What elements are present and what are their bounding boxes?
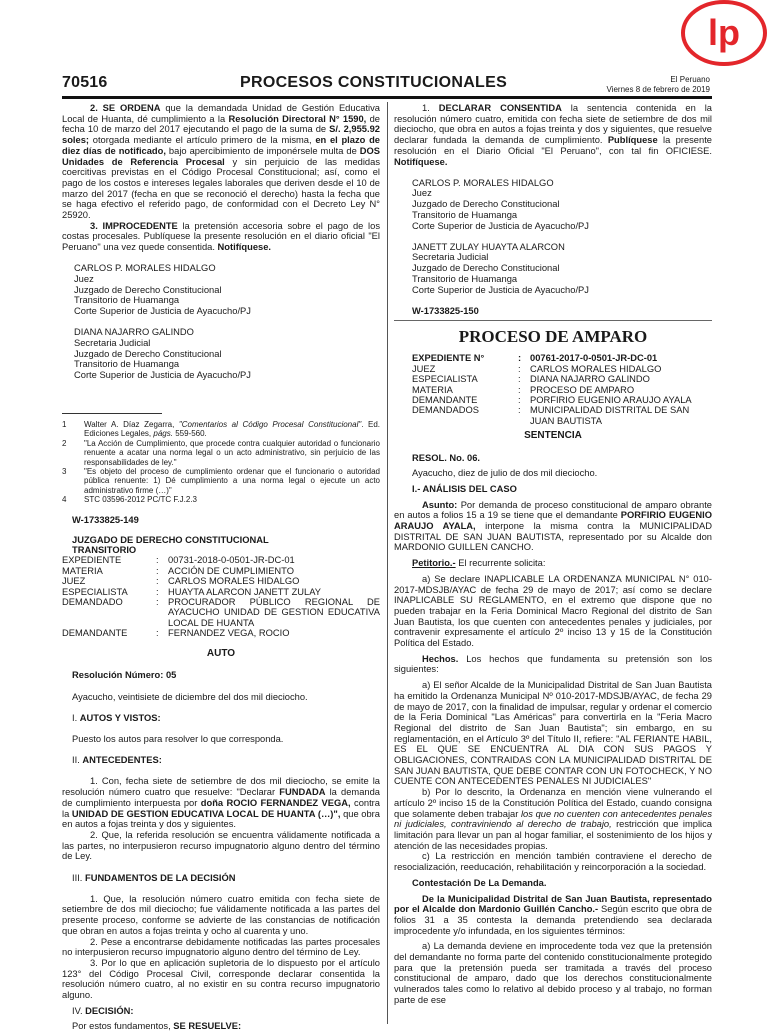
inline-text: contra la: [62, 797, 380, 819]
case-row: MATERIA : ACCIÓN DE CUMPLIMIENTO: [62, 566, 380, 576]
resolution-date: Ayacucho, diez de julio de dos mil dieciocho.: [412, 468, 598, 479]
case-value: PORFIRIO EUGENIO ARAUJO AYALA: [530, 395, 692, 406]
auto-heading: AUTO: [206, 648, 236, 660]
court-name-line: TRANSITORIO: [72, 544, 137, 555]
signature-line: Secretaria Judicial: [74, 338, 151, 349]
case-row: DEMANDADOS : MUNICIPALIDAD DISTRITAL DE SAN JUAN BAUTISTA: [412, 405, 712, 426]
section-number: III.: [72, 872, 85, 883]
case-value: CARLOS MORALES HIDALGO: [168, 576, 300, 587]
footnote-text: STC 03596-2012 PC/TC F.J.2.3: [84, 495, 197, 505]
inline-text: que la demandada Unidad de Gestión Educativa Local de Huanta, dé cumplimiento a la: [62, 103, 380, 124]
inline-text: 1. Con, fecha siete de setiembre de dos mil dieciocho, se emite la resolución número cuatro que resuelve: "Declarar: [62, 776, 380, 798]
proceso-amparo-title: PROCESO DE AMPARO: [394, 320, 712, 348]
hechos-line: [394, 654, 712, 675]
inline-bold: Petitorio.-: [412, 558, 456, 569]
resuelve-line: [62, 1021, 380, 1032]
section-title: ANTECEDENTES:: [82, 755, 162, 766]
footnote-text: [84, 420, 380, 439]
hecho-item: [394, 787, 712, 851]
inline-bold: SE RESUELVE:: [173, 1021, 242, 1032]
asunto-paragraph: [394, 500, 712, 554]
case-value: MUNICIPALIDAD DISTRITAL DE SAN JUAN BAUTISTA: [530, 405, 690, 426]
signature-line: Corte Superior de Justicia de Ayacucho/PJ: [74, 370, 251, 381]
section-title: DECISIÓN:: [85, 1005, 134, 1016]
footnote: [62, 420, 380, 439]
case-value: 00761-2017-0-0501-JR-DC-01: [530, 353, 658, 364]
case-value: HUAYTA ALARCON JANETT ZULAY: [168, 586, 321, 597]
case-key: EXPEDIENTE: [62, 555, 122, 566]
case-value: 00731-2018-0-0501-JR-DC-01: [168, 555, 295, 566]
footnote-number: 2: [62, 438, 67, 448]
case-key: JUEZ: [412, 363, 436, 374]
resolution-date: Ayacucho, veintisiete de diciembre del dos mil dieciocho.: [72, 691, 308, 702]
inline-italic: los que no cuenten con antecedentes penales ni judiciales, contraviniendo al derecho de trabajo,: [394, 808, 712, 830]
ordena-paragraph: [62, 103, 380, 221]
case-key: ESPECIALISTA: [412, 374, 478, 385]
inline-bold: FUNDADA: [279, 787, 326, 798]
inline-text: Según escrito que obra de folios 31 a 35 contesta la demanda pretendiendo sea declarada improcedente y/o infundada, en los siguientes términos:: [394, 904, 712, 936]
section-number: I.: [72, 712, 80, 723]
resolution-number: RESOL. No. 06.: [412, 452, 481, 463]
inline-bold: DECLARAR CONSENTIDA: [438, 103, 562, 113]
analysis-heading: I.- ANÁLISIS DEL CASO: [412, 483, 517, 494]
case-key: ESPECIALISTA: [62, 586, 128, 597]
signature-line: DIANA NAJARRO GALINDO: [74, 327, 194, 338]
inline-text: 1.: [422, 103, 439, 113]
court-name-line: JUZGADO DE DERECHO CONSTITUCIONAL: [72, 535, 269, 546]
inline-text: Por demanda de proceso constitucional de amparo obrante en autos a folios 15 a 19 se tiene que el demandante: [394, 499, 712, 521]
footnote-rule: [62, 413, 162, 414]
inline-bold: PORFIRIO EUGENIO ARAUJO AYALA,: [394, 510, 713, 532]
case-key: MATERIA: [62, 565, 103, 576]
section-heading: [62, 1006, 380, 1017]
publication-name: El Peruano: [670, 75, 710, 84]
inline-text: y sin perjuicio de las medidas coercitivas previstas en el Código Procesal Constitucional; así, como el pago de los costos e intereses legales laborales que deriven desde el 10 de marzo del 2017 (fecha en que se reconoció el derecho) hasta la fecha que se haga efectivo el referido pago, de conformidad con el Decreto Ley N° 25920.: [62, 156, 380, 221]
inline-bold: Publíquese: [607, 135, 658, 146]
inline-text: Los hechos que fundamenta su pretensión son los siguientes:: [394, 653, 712, 675]
case-key: MATERIA: [412, 384, 453, 395]
publication-code: W-1733825-149: [72, 515, 139, 526]
header-meta: [607, 75, 710, 95]
signature-judge: [394, 178, 712, 232]
hecho-item: c) La restricción en mención también contraviene el derecho de resocialización, reeducación, rehabilitación y reincorporación a la sociedad.: [394, 851, 712, 873]
footnote: [62, 495, 380, 504]
section-heading: [62, 713, 380, 724]
inline-bold: en el plazo de diez días de notificado,: [62, 135, 380, 156]
inline-text: la demanda de cumplimiento interpuesta por: [62, 787, 380, 808]
signature-line: Transitorio de Huamanga: [412, 209, 518, 220]
inline-text: la pretensión accesoria sobre el pago de los costas procesales. Publíquese la presente resolución en el diario oficial "El Peruano" una vez quede consentida.: [62, 220, 380, 253]
vistos-text: Puesto los autos para resolver lo que corresponda.: [72, 733, 284, 744]
hecho-item: a) El señor Alcalde de la Municipalidad Distrital de San Juan Bautista ha emitido la Ordenanza Municipal Nº 010-2017-MDSJB/AYAC, de fecha 29 de mayo de 2017, con la finalidad de impulsar, regular y ordenar el comercio de la Feria Dominical "Las Américas" para convertirla en la "Feria Macro Regional del distrito de San Juan Bautista"; sin embargo, en su reglamentación, en el Artículo 3º del Título II, refiere: "AL FERIANTE HABIL, ES EL QUE SE ENCUENTRA AL DIA CON SUS PAGOS Y OBLIGACIONES, CONTRAIDAS CON LA MUNICIPALIDAD DISTRITAL DE SAN JUAN BAUTISTA, QUE DEBE CONTAR CON UN FOTOCHECK, Y NO CUENTE CON ANTECEDENTES PENALES NI JUDICIALES": [394, 680, 712, 787]
consentida-paragraph: [394, 103, 712, 167]
case-row: DEMANDANTE : PORFIRIO EUGENIO ARAUJO AYALA: [412, 395, 712, 405]
case-key: DEMANDADO: [62, 597, 123, 608]
inline-bold: Hechos.: [422, 653, 459, 664]
publication-code: W-1733825-150: [412, 305, 479, 316]
signature-line: Corte Superior de Justicia de Ayacucho/PJ: [412, 220, 589, 231]
case-key: JUEZ: [62, 576, 86, 587]
footnote-text: "Es objeto del proceso de cumplimiento ordenar que el funcionario o autoridad pública renuente: 1) Dé cumplimiento a una norma legal o ejecute un acto administrativo firme (…)": [84, 466, 380, 495]
inline-text: b) Por lo descrito, la Ordenanza en mención viene vulnerando el artículo 2º inciso 15 de la Constitución Política del Estado, cuando consigna que solamente deben trabajar: [394, 787, 712, 819]
inline-bold: De la Municipalidad Distrital de San Juan Bautista, representado por el Alcalde don Mardonio Guillén Cancho.-: [394, 893, 712, 915]
signature-line: JANETT ZULAY HUAYTA ALARCON: [412, 241, 565, 252]
fundamento-paragraph: 1. Que, la resolución número cuatro emitida con fecha siete de setiembre de dos mil dieciocho; fue válidamente notificada a las partes del presente proceso, conforme se advierte de las constancias de notificación que obran en autos a fojas treinta y ocho al cuarenta y uno.: [62, 893, 380, 936]
inline-text: restricción que implica limitación para llevar un pan al hogar familiar, el sostenimiento de los hijos y atención de las necesidades propias.: [394, 819, 712, 851]
inline-italic: págs.: [153, 429, 173, 439]
signature-line: CARLOS P. MORALES HIDALGO: [412, 177, 554, 188]
footnote-number: 1: [62, 419, 67, 429]
signature-line: Juez: [74, 274, 94, 285]
case-row: EXPEDIENTE : 00731-2018-0-0501-JR-DC-01: [62, 555, 380, 565]
section-title: AUTOS Y VISTOS:: [79, 712, 161, 723]
petitorio-line: [394, 558, 712, 569]
inline-bold: Resolución Directoral N° 1590,: [228, 113, 367, 124]
inline-text: la presente resolución en el Diario Oficial "El Peruano", con tal fin OFICIESE.: [394, 135, 712, 156]
publication-date: Viernes 8 de febrero de 2019: [606, 85, 710, 94]
case-value: DIANA NAJARRO GALINDO: [530, 374, 650, 385]
inline-text: El recurrente solicita:: [455, 558, 546, 569]
section-title: FUNDAMENTOS DE LA DECISIÓN: [84, 872, 236, 883]
case-row: JUEZ : CARLOS MORALES HIDALGO: [62, 576, 380, 586]
footnote-number: 4: [62, 495, 67, 505]
header-rule: [62, 96, 712, 99]
left-column: [62, 103, 380, 1032]
case-key: EXPEDIENTE N°: [412, 353, 485, 364]
signature-line: Transitorio de Huamanga: [74, 295, 180, 306]
case-value: PROCURADOR PÚBLICO REGIONAL DE AYACUCHO UNIDAD DE GESTION EDUCATIVA LOCAL DE HUANTA: [168, 597, 380, 628]
signature-line: Transitorio de Huamanga: [74, 359, 180, 370]
logo-text: lp: [708, 12, 740, 53]
inline-text: interpone la misma contra la MUNICIPALIDAD DISTRITAL DE SAN JUAN BAUTISTA, representado por su Alcalde don MARDONIO GUILLEN CANCHO.: [394, 521, 712, 553]
signature-line: CARLOS P. MORALES HIDALGO: [74, 263, 216, 274]
resolution-number: Resolución Número: 05: [72, 670, 177, 681]
section-number: II.: [72, 755, 83, 766]
footnotes: [62, 420, 380, 505]
inline-bold: 2. SE ORDENA: [90, 103, 161, 113]
improcedente-paragraph: [62, 221, 380, 253]
inline-text: . Ed. Ediciones Legales,: [84, 419, 381, 439]
signature-judge: [62, 263, 380, 317]
footnote-text: "La Acción de Cumplimiento, que procede contra cualquier autoridad o funcionario renuente a acatar una norma legal o un acto administrativo, sin perjuicio de las responsabilidades de ley.": [84, 438, 380, 467]
column-divider: [387, 102, 388, 1024]
inline-bold: Notifíquese.: [394, 156, 448, 167]
signature-secretary: [394, 242, 712, 296]
court-name: [62, 536, 380, 555]
contestacion-paragraph: [394, 894, 712, 937]
case-details-table: [62, 555, 380, 638]
inline-bold: DOS Unidades de Referencia Procesal: [62, 145, 381, 167]
fundamento-paragraph: 3. Por lo que en aplicación supletoria de lo dispuesto por el artículo 123° del Código Procesal Civil, corresponde declarar consentida la resolución número cuatro, al no existir en su contra recurso impugnatorio alguno.: [62, 957, 380, 1001]
signature-secretary: [62, 327, 380, 381]
signature-line: Juez: [412, 188, 432, 199]
case-key: DEMANDANTE: [62, 628, 128, 639]
right-column: [394, 103, 712, 1006]
antecedent-paragraph: 2. Que, la referida resolución se encuentra válidamente notificada a las partes, no interpusieron recurso impugnatorio alguno dentro del término de Ley.: [62, 829, 380, 862]
inline-text: otorgada mediante el artículo primero de la misma,: [89, 135, 316, 146]
inline-text: Por estos fundamentos,: [72, 1021, 174, 1032]
case-value: PROCESO DE AMPARO: [530, 384, 635, 395]
case-row: MATERIA : PROCESO DE AMPARO: [412, 385, 712, 395]
section-heading: [62, 873, 380, 884]
section-number: IV.: [72, 1005, 86, 1016]
inline-bold: S/. 2,955.92 soles;: [62, 124, 380, 146]
section-heading: [62, 755, 380, 766]
case-details-table: [394, 353, 712, 426]
case-value: FERNANDEZ VEGA, ROCIO: [168, 628, 290, 639]
inline-bold: Notifíquese.: [217, 242, 272, 253]
case-row: ESPECIALISTA : HUAYTA ALARCON JANETT ZULAY: [62, 587, 380, 597]
case-key: DEMANDADOS: [412, 405, 479, 416]
inline-text: 559-560.: [172, 429, 207, 439]
signature-line: Corte Superior de Justicia de Ayacucho/PJ: [74, 306, 251, 317]
page-number: 70516: [62, 74, 108, 91]
sentencia-heading: SENTENCIA: [524, 430, 582, 442]
case-row: DEMANDANTE : FERNANDEZ VEGA, ROCIO: [62, 628, 380, 638]
case-value: CARLOS MORALES HIDALGO: [530, 363, 662, 374]
petitorio-item: a) Se declare INAPLICABLE LA ORDENANZA MUNICIPAL N° 010-2017-MDSJB/AYAC de fecha 29 de mayo de 2017; así como se declare INAPLICABLE SU REGLAMENTO, en el extremo que dispone que no pueden trabajar en la Feria Dominical Macro Regional del distrito de San Juan Bautista, los que cuenten con antecedentes penales y judiciales, por contravenir expresamente el artículo 2º inciso 13 y 15 de la Constitución Política del Estado.: [394, 573, 712, 649]
inline-text: la sentencia contenida en la resolución número cuatro, emitida con fecha siete de setiembre de dos mil dieciocho, que obra en autos a fojas treinta y dos y siguientes, que resuelve declarar fundada la demanda de cumplimiento.: [394, 103, 712, 146]
signature-line: Juzgado de Derecho Constitucional: [74, 348, 222, 359]
case-row: DEMANDADO : PROCURADOR PÚBLICO REGIONAL DE AYACUCHO UNIDAD DE GESTION EDUCATIVA LOCAL DE HUANTA: [62, 597, 380, 628]
inline-bold: UNIDAD DE GESTION EDUCATIVA LOCAL DE HUANTA (…)",: [71, 808, 341, 819]
inline-text: que obra en autos a fojas treinta y dos y siguientes.: [62, 808, 380, 830]
antecedent-paragraph: [62, 776, 380, 830]
inline-bold: doña ROCIO FERNANDEZ VEGA,: [200, 797, 351, 808]
footnote: [62, 467, 380, 495]
signature-line: Transitorio de Huamanga: [412, 273, 518, 284]
la-ley-logo: [681, 0, 767, 66]
signature-line: Juzgado de Derecho Constitucional: [412, 263, 560, 274]
footnote-number: 3: [62, 466, 67, 476]
inline-text: bajo apercibimiento de imponérsele multa de: [165, 145, 360, 156]
case-value: ACCIÓN DE CUMPLIMIENTO: [168, 565, 294, 576]
signature-line: Juzgado de Derecho Constitucional: [74, 284, 222, 295]
contestacion-heading: Contestación De La Demanda.: [412, 877, 547, 888]
inline-bold: Asunto:: [422, 499, 458, 510]
section-title: PROCESOS CONSTITUCIONALES: [240, 74, 508, 91]
inline-italic: "Comentarios al Código Procesal Constitucional": [178, 419, 362, 429]
footnote: [62, 439, 380, 467]
case-row: ESPECIALISTA : DIANA NAJARRO GALINDO: [412, 374, 712, 384]
case-key: DEMANDANTE: [412, 395, 478, 406]
signature-line: Corte Superior de Justicia de Ayacucho/PJ: [412, 284, 589, 295]
case-row: EXPEDIENTE N° : 00761-2017-0-0501-JR-DC-01: [412, 353, 712, 363]
signature-line: Secretaria Judicial: [412, 252, 489, 263]
fundamento-paragraph: 2. Pese a encontrarse debidamente notificadas las partes procesales no interpusieron recurso impugnatorio alguno dentro del término de Ley.: [62, 936, 380, 958]
inline-bold: 3. IMPROCEDENTE: [90, 220, 178, 231]
inline-text: de fecha 10 de marzo del 2017 ejecutando el pago de la suma de: [62, 113, 380, 135]
inline-text: Walter A. Díaz Zegarra,: [84, 419, 179, 429]
signature-line: Juzgado de Derecho Constitucional: [412, 199, 560, 210]
contestacion-item: a) La demanda deviene en improcedente toda vez que la pretensión del demandante no forma parte del contenido constitucionalmente protegido para que la pretensión pueda ser tramitada a través del proceso constitucional de amparo, dado que los derechos constitucionalmente vulnerados tales como lo relativo al debido proceso y al trabajo, no forman parte de ese: [394, 941, 712, 1005]
case-row: JUEZ : CARLOS MORALES HIDALGO: [412, 364, 712, 374]
